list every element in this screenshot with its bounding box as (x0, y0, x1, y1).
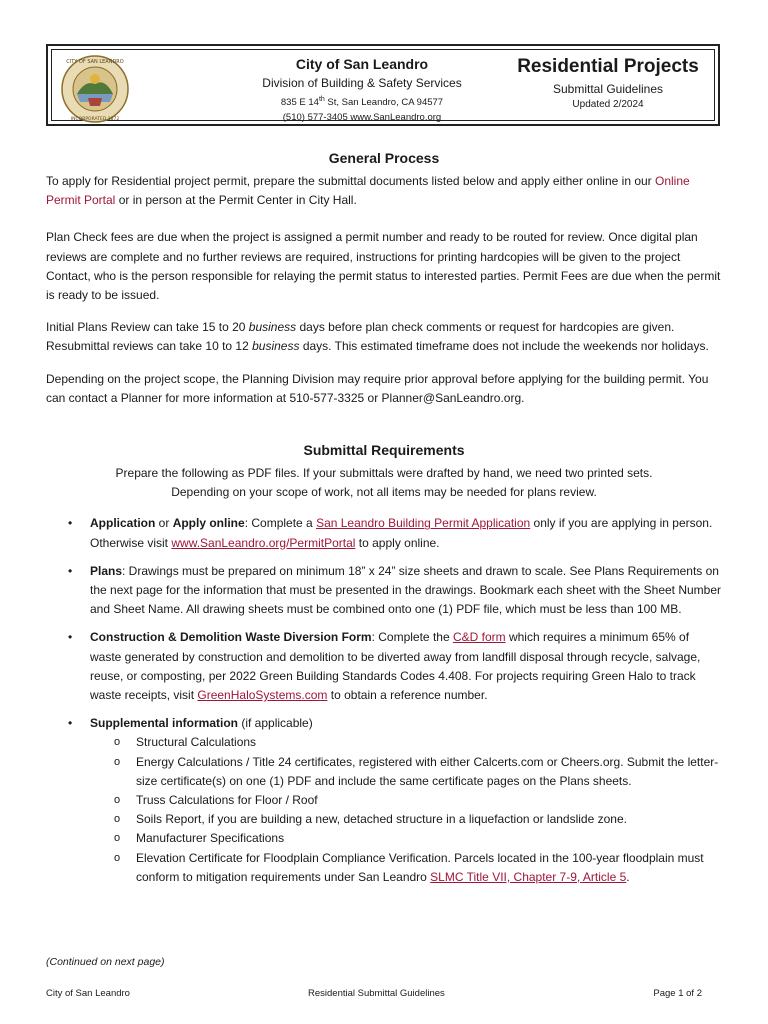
sub-list-item (90, 733, 722, 752)
document-subtitle: Submittal Guidelines (552, 82, 664, 96)
text: to apply online. (355, 535, 440, 550)
bullet-icon: • (68, 516, 73, 531)
list-item-cd-waste (46, 628, 722, 705)
bullet-icon: • (68, 716, 73, 731)
text: or in person at the Permit Center in City Hall. (115, 193, 357, 208)
requirements-list (46, 514, 722, 887)
bold-term: Supplemental information (90, 716, 239, 731)
general-process-heading: General Process (328, 150, 440, 166)
general-paragraph-4: Depending on the project scope, the Planning Division may require prior approval before applying for the building permit. You can contact a Planner for more information at 510-577-3325 or Planner@SanLeandro.org. (46, 371, 709, 405)
contact-line: (510) 577-3405 www.SanLeandro.org (282, 112, 442, 124)
submittal-intro-2: Depending on your scope of work, not all items may be needed for plans review. (171, 485, 597, 500)
sub-list-item (90, 753, 722, 791)
text: to obtain a reference number. (327, 688, 488, 703)
sub-bullet-icon: o (114, 794, 121, 807)
document-title-block (510, 54, 706, 112)
text: To apply for Residential project permit, prepare the submittal documents listed below and apply either online in our (46, 174, 655, 188)
text: only if you are applying in person. Otherwise visit (90, 516, 713, 550)
header-inner-border (51, 49, 715, 124)
sub-bullet-icon: o (114, 851, 121, 864)
text: : Drawings must be prepared on minimum 18” x 24” size sheets and drawn to scale. See Plans Requirements on the next page for the information that must be presented in the drawings. Bookmark each sheet with the Sheet Number and Sheet Name. All drawing sheets must be combined onto one (1) PDF file, which must be less than 100 MB. (90, 563, 722, 617)
sub-bullet-icon: o (114, 832, 121, 845)
bold-term: Construction & Demolition Waste Diversion Form (90, 630, 372, 645)
document-body (46, 148, 722, 896)
supplemental-sublist (90, 733, 722, 887)
bullet-icon: • (68, 630, 73, 645)
bold-term: Application (90, 516, 156, 531)
svg-text:CITY OF SAN LEANDRO: CITY OF SAN LEANDRO (66, 59, 124, 65)
bullet-icon: • (68, 563, 73, 578)
address-rest: St, San Leandro, CA 94577 (324, 97, 444, 109)
text: Structural Calculations (136, 735, 257, 750)
document-header (46, 44, 720, 126)
sub-list-item (90, 810, 722, 829)
emphasis: business (248, 320, 297, 335)
submittal-intro-1: Prepare the following as PDF files. If your submittals were drafted by hand, we need two printed sets. (115, 466, 653, 481)
continued-note: (Continued on next page) (46, 956, 165, 968)
permit-portal-link[interactable]: www.SanLeandro.org/PermitPortal (171, 535, 356, 550)
text: Elevation Certificate for Floodplain Compliance Verification. Parcels located in the 100-year floodplain must conform to mitigation requirements under San Leandro (136, 850, 704, 884)
text: Soils Report, if you are building a new, detached structure in a liquefaction or landslide zone. (136, 812, 627, 827)
bold-term: Plans (90, 563, 123, 578)
document-title: Residential Projects (517, 56, 699, 77)
sub-bullet-icon: o (114, 813, 121, 826)
bold-term: Apply online (172, 516, 245, 531)
footer-page-number: Page 1 of 2 (653, 988, 702, 999)
city-name: City of San Leandro (295, 56, 429, 72)
sub-list-item (90, 849, 722, 887)
list-item-plans (46, 562, 722, 620)
text: or (155, 516, 173, 531)
division-name: Division of Building & Safety Services (262, 76, 462, 90)
sub-bullet-icon: o (114, 755, 121, 768)
emphasis: business (252, 339, 300, 354)
svg-text:INCORPORATED 1872: INCORPORATED 1872 (70, 117, 120, 122)
permit-application-link[interactable]: San Leandro Building Permit Application (316, 516, 531, 531)
organization-block (202, 54, 522, 125)
text: Energy Calculations / Title 24 certificates, registered with either Calcerts.com or Cheers.org. Submit the letter-size certificate(s) on one (1) PDF and include the same certificate pages on the Plans sheets. (136, 754, 719, 788)
text: Truss Calculations for Floor / Roof (136, 793, 318, 808)
footer-left: City of San Leandro (46, 988, 130, 999)
address-superscript: th (318, 96, 325, 103)
city-seal-logo (60, 54, 130, 124)
text: . (626, 869, 630, 884)
text: Initial Plans Review can take 15 to 20 (46, 320, 249, 335)
text: which requires a minimum 65% of waste generated by construction and demolition to be diverted away from landfill disposal through recycle, salvage, reuse, or composting, per 2022 Green Building Standards Codes 4.408. For projects requiring Green Halo to track waste receipts, visit (90, 630, 701, 703)
sub-list-item (90, 791, 722, 810)
green-halo-link[interactable]: GreenHaloSystems.com (197, 688, 328, 703)
address-line (202, 92, 522, 110)
general-paragraph-1 (46, 172, 722, 210)
address-number: 835 E 14 (280, 97, 319, 109)
sub-bullet-icon: o (114, 736, 121, 749)
list-item-supplemental (46, 714, 722, 887)
cd-form-link[interactable]: C&D form (452, 630, 506, 645)
text: (if applicable) (238, 716, 313, 731)
text: days. This estimated timeframe does not include the weekends nor holidays. (299, 339, 709, 354)
online-permit-portal-link[interactable]: Online Permit Portal (46, 174, 690, 208)
submittal-requirements-heading: Submittal Requirements (303, 442, 465, 459)
list-item-application (46, 514, 722, 552)
slmc-code-link[interactable]: SLMC Title VII, Chapter 7-9, Article 5 (430, 869, 627, 884)
text: days before plan check comments or request for hardcopies are given. Resubmittal reviews can take 10 to 12 (46, 320, 675, 354)
sub-list-item (90, 829, 722, 848)
text: Manufacturer Specifications (136, 831, 285, 846)
general-paragraph-2: Plan Check fees are due when the project is assigned a permit number and ready to be routed for review. Once digital plan reviews are complete and no further reviews are required, instructions for printing hardcopies will be given to the project Contact, who is the person responsible for relaying the permit status to interested parties. Permit Fees are due when the permit is ready to be issued. (46, 230, 721, 303)
footer-center: Residential Submittal Guidelines (308, 988, 445, 999)
text: : Complete the (371, 630, 453, 645)
updated-date: Updated 2/2024 (572, 99, 644, 110)
general-paragraph-3 (46, 318, 722, 356)
text: : Complete a (244, 516, 317, 531)
